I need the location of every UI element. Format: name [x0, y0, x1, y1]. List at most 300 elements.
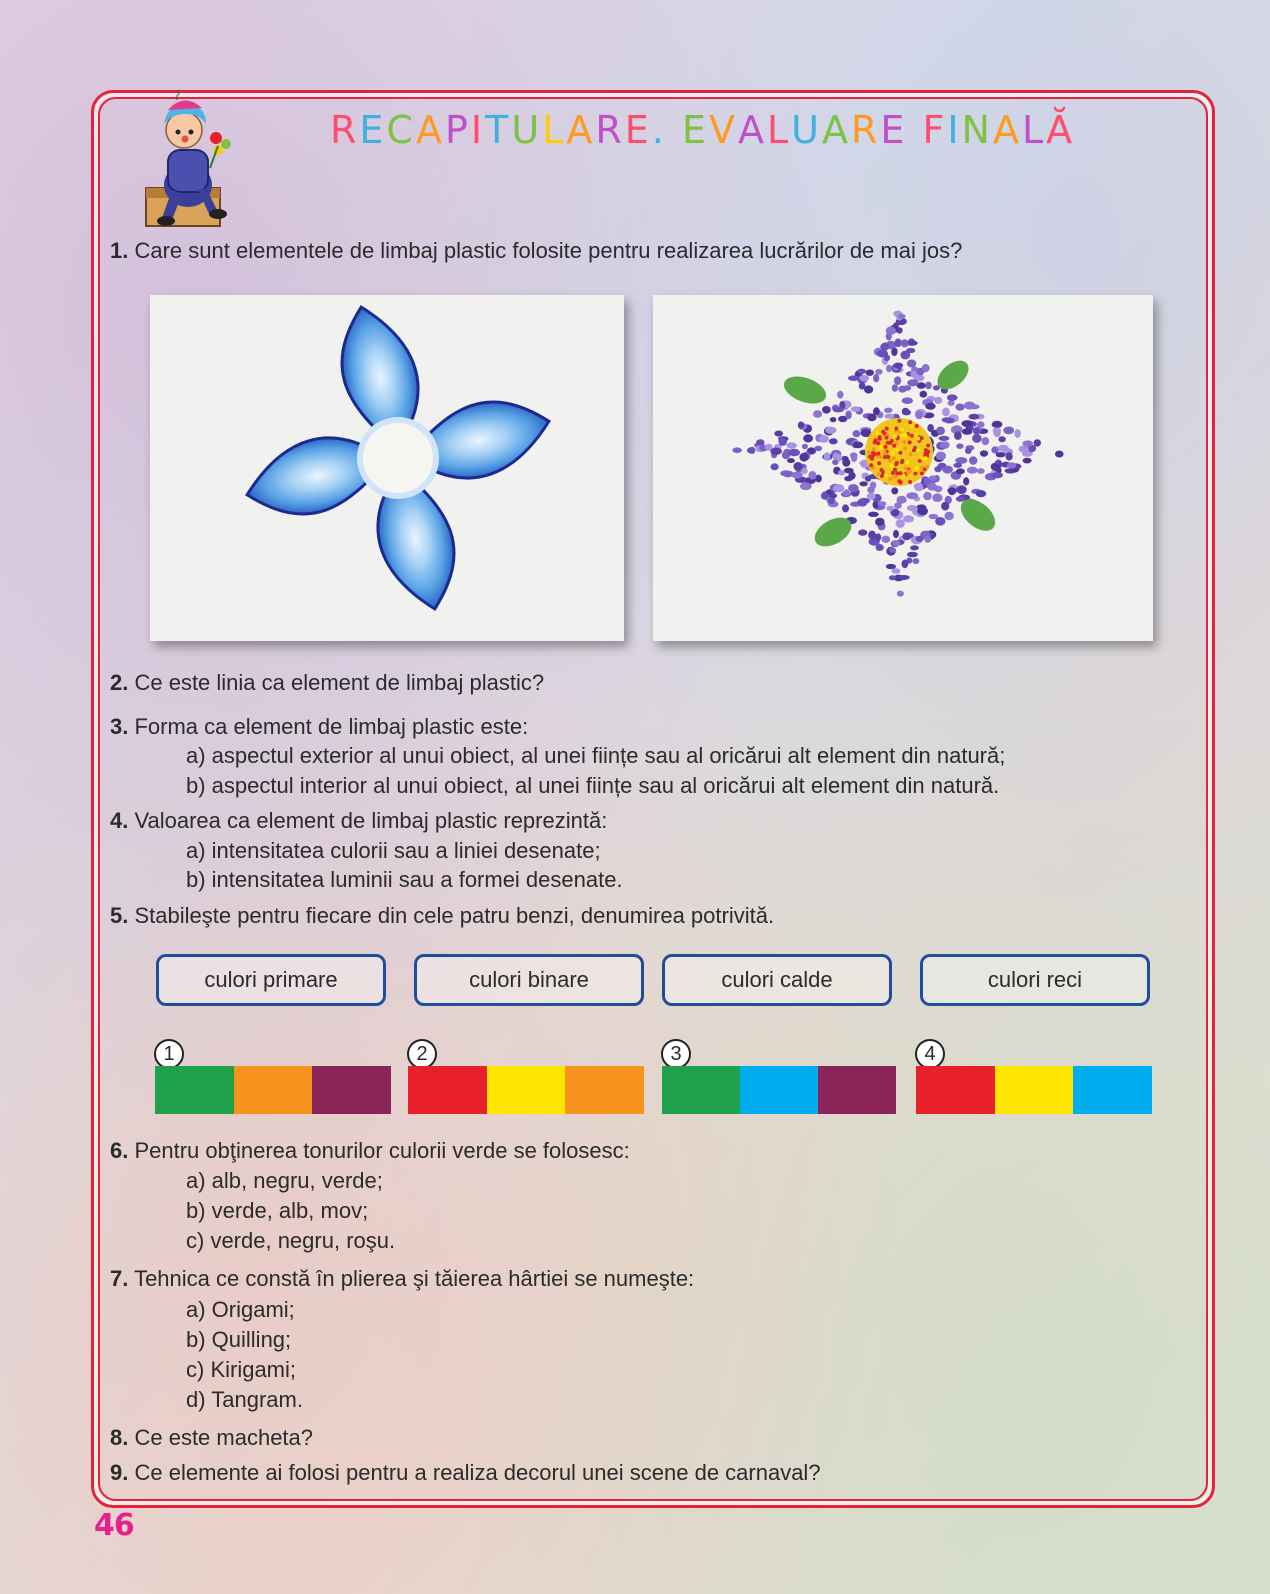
- paint-dot: [838, 470, 845, 476]
- center-dot: [876, 452, 880, 456]
- center-dot: [888, 477, 892, 481]
- center-dot: [890, 464, 894, 468]
- center-dot: [923, 452, 927, 456]
- center-dot: [873, 440, 877, 444]
- paint-dot: [996, 452, 1006, 457]
- center-dot: [886, 441, 890, 445]
- paint-dot: [1007, 462, 1016, 468]
- center-dot: [884, 445, 888, 449]
- center-dot: [908, 420, 912, 424]
- paint-dot: [993, 429, 1000, 438]
- paint-dot: [927, 424, 934, 432]
- label-culori-primare: culori primare: [156, 954, 386, 1006]
- paint-dot: [982, 437, 990, 445]
- title-letter: E: [624, 108, 652, 152]
- paint-dot: [955, 404, 964, 411]
- title-letter: A: [566, 108, 596, 152]
- svg-text:?: ?: [174, 90, 181, 103]
- paint-dot: [1003, 427, 1014, 435]
- paint-dot: [944, 512, 953, 520]
- paint-dot: [992, 472, 1003, 478]
- title-letter: A: [737, 108, 767, 152]
- paint-dot: [876, 544, 884, 551]
- paint-dot: [902, 385, 911, 391]
- title-letter: F: [922, 108, 948, 152]
- center-dot: [895, 471, 899, 475]
- center-dot: [905, 461, 909, 465]
- paint-dot: [935, 517, 945, 526]
- paint-dot: [972, 434, 982, 443]
- paint-dot: [907, 505, 918, 511]
- center-dot: [915, 424, 919, 428]
- center-dot: [920, 436, 924, 440]
- paint-dot: [941, 502, 949, 511]
- blue-flower-painting: [150, 295, 624, 641]
- paint-dot: [936, 452, 946, 461]
- center-dot: [900, 427, 904, 431]
- paint-dot: [842, 504, 849, 512]
- center-dot: [894, 427, 898, 431]
- paint-dot: [991, 463, 1001, 471]
- paint-dot: [747, 447, 755, 453]
- title-letter: E: [359, 108, 387, 152]
- title-letter: C: [386, 108, 416, 152]
- paint-dot: [934, 466, 941, 472]
- paint-dot: [938, 428, 944, 434]
- band-swatch: [662, 1066, 740, 1114]
- paint-dot: [851, 406, 860, 412]
- title-letter: R: [330, 108, 360, 152]
- paint-dot: [927, 483, 937, 491]
- center-dot: [904, 466, 908, 470]
- band-swatch: [565, 1066, 644, 1114]
- title-letter: Ă: [1046, 108, 1076, 152]
- center-dot: [908, 440, 912, 444]
- paint-dot: [853, 430, 861, 437]
- paint-dot: [867, 493, 876, 500]
- question-4: 4. Valoarea ca element de limbaj plastic reprezintă:: [110, 808, 608, 833]
- page-number: 46: [94, 1508, 134, 1543]
- paint-dot: [916, 368, 924, 375]
- label-culori-binare: culori binare: [414, 954, 644, 1006]
- question-9: 9. Ce elemente ai folosi pentru a realiza decorul unei scene de carnaval?: [110, 1460, 821, 1485]
- paint-dot: [878, 501, 887, 506]
- paint-dot: [859, 481, 867, 486]
- title-letter: R: [595, 108, 625, 152]
- paint-dot: [942, 408, 950, 417]
- paint-dot: [896, 519, 905, 528]
- paint-dot: [864, 385, 873, 393]
- center-dot: [900, 459, 904, 463]
- center-dot: [884, 473, 888, 477]
- title-letter: [907, 108, 922, 152]
- paint-dot: [902, 397, 913, 404]
- paint-dot: [803, 434, 813, 442]
- center-dot: [880, 468, 884, 472]
- question-6: 6. Pentru obţinerea tonurilor culorii verde se folosesc:: [110, 1138, 630, 1163]
- band-swatch: [155, 1066, 234, 1114]
- paint-dot: [894, 376, 901, 385]
- center-dot: [877, 472, 881, 476]
- paint-dot: [857, 499, 867, 507]
- paint-dot: [977, 468, 985, 474]
- paint-dot: [771, 463, 779, 470]
- paint-dot: [920, 391, 928, 398]
- center-dot: [886, 455, 890, 459]
- paint-dot: [998, 436, 1005, 442]
- paint-dot: [902, 532, 911, 540]
- center-dot: [872, 447, 876, 451]
- paint-dot: [902, 560, 909, 569]
- question-5: 5. Stabileşte pentru fiecare din cele patru benzi, denumirea potrivită.: [110, 903, 775, 928]
- paint-dot: [868, 512, 879, 517]
- paint-dot: [913, 558, 920, 564]
- paint-dot: [891, 487, 898, 494]
- title-letter: N: [961, 108, 993, 152]
- paint-dot: [901, 339, 909, 347]
- paint-dot: [939, 436, 950, 441]
- question-1: 1. Care sunt elementele de limbaj plastic folosite pentru realizarea lucrărilor de mai jos?: [110, 238, 963, 263]
- paint-dot: [889, 548, 896, 553]
- paint-dot: [793, 462, 802, 471]
- band-swatch: [234, 1066, 313, 1114]
- title-letter: A: [415, 108, 445, 152]
- band-swatch: [408, 1066, 487, 1114]
- paint-dot: [774, 431, 783, 437]
- paint-dot: [732, 447, 741, 453]
- paint-dot: [897, 591, 904, 597]
- paint-dot: [947, 394, 958, 401]
- paint-dot: [875, 533, 881, 541]
- paint-dot: [925, 382, 932, 390]
- paint-dot: [868, 531, 876, 540]
- purple-pointillist-flower-painting: [653, 295, 1153, 641]
- paint-dot: [873, 374, 879, 382]
- center-dot: [875, 431, 879, 435]
- paint-dot: [829, 493, 837, 498]
- center-dot: [925, 465, 929, 469]
- paint-dot: [956, 496, 965, 502]
- paint-dot: [942, 466, 953, 474]
- paint-dot: [837, 391, 843, 399]
- paint-dot: [973, 427, 981, 435]
- paint-dot: [976, 490, 986, 497]
- title-letter: R: [850, 108, 881, 152]
- question-6-option-a: a) alb, negru, verde;: [186, 1168, 383, 1193]
- paint-dot: [948, 487, 956, 495]
- band-swatch: [487, 1066, 566, 1114]
- paint-dot: [956, 468, 965, 474]
- paint-dot: [788, 449, 800, 457]
- title-letter: L: [766, 108, 792, 152]
- title-letter: [667, 108, 682, 152]
- band-swatch: [818, 1066, 896, 1114]
- paint-dot: [886, 506, 894, 511]
- center-dot: [920, 456, 924, 460]
- center-dot: [893, 468, 897, 472]
- paint-dot: [967, 467, 978, 474]
- question-3-option-a: a) aspectul exterior al unui obiect, al unei ființe sau al oricărui alt element din natură;: [186, 743, 1006, 768]
- center-dot: [908, 480, 912, 484]
- paint-dot: [969, 414, 980, 420]
- paint-dot: [916, 536, 924, 542]
- paint-dot: [851, 453, 857, 462]
- paint-dot: [953, 463, 962, 468]
- title-letter: P: [444, 108, 471, 152]
- paint-dot: [940, 441, 950, 449]
- paint-dot: [1023, 458, 1032, 464]
- center-dot: [906, 471, 910, 475]
- center-dot: [890, 439, 894, 443]
- question-8: 8. Ce este macheta?: [110, 1425, 314, 1450]
- paint-dot: [882, 536, 891, 543]
- paint-dot: [828, 498, 835, 504]
- paint-dot: [778, 437, 787, 446]
- paint-dot: [917, 507, 928, 515]
- paint-dot: [910, 545, 919, 550]
- paint-dot: [893, 363, 903, 369]
- title-letter: A: [821, 108, 851, 152]
- center-dot: [892, 444, 896, 448]
- paint-dot: [802, 444, 808, 450]
- center-dot: [873, 452, 877, 456]
- paint-dot: [969, 456, 977, 465]
- paint-dot: [925, 403, 935, 410]
- center-dot: [876, 441, 880, 445]
- title-letter: E: [681, 108, 709, 152]
- question-6-option-c: c) verde, negru, roşu.: [186, 1228, 396, 1253]
- paint-dot: [848, 484, 859, 492]
- paint-dot: [969, 404, 980, 409]
- title-letter: A: [992, 108, 1022, 152]
- paint-dot: [892, 540, 901, 546]
- paint-dot: [824, 452, 831, 461]
- title-letter: L: [1021, 108, 1047, 152]
- title-letter: I: [470, 108, 486, 152]
- question-7-option-a: a) Origami;: [186, 1297, 295, 1322]
- paint-dot: [1006, 452, 1013, 460]
- center-dot: [867, 450, 871, 454]
- paint-dot: [808, 471, 816, 480]
- paint-dot: [907, 360, 916, 368]
- title-letter: U: [791, 108, 822, 152]
- center-dot: [904, 433, 908, 437]
- center-dot: [891, 471, 895, 475]
- paint-dot: [859, 375, 869, 381]
- paint-dot: [962, 420, 974, 427]
- paint-dot: [962, 428, 973, 435]
- paint-dot: [873, 407, 880, 415]
- paint-dot: [1034, 439, 1041, 446]
- paint-dot: [845, 411, 851, 420]
- question-2: 2. Ce este linia ca element de limbaj plastic?: [110, 670, 545, 695]
- center-dot: [891, 450, 895, 454]
- center-dot: [920, 471, 924, 475]
- paint-dot: [886, 564, 896, 569]
- question-6-option-b: b) verde, alb, mov;: [186, 1198, 369, 1223]
- center-dot: [912, 448, 916, 452]
- paint-dot: [819, 435, 829, 443]
- paint-dot: [832, 460, 838, 466]
- center-dot: [877, 461, 881, 465]
- question-7-option-d: d) Tangram.: [186, 1387, 303, 1412]
- color-band-4: [916, 1066, 1152, 1114]
- color-band-2: [408, 1066, 644, 1114]
- center-dot: [885, 436, 889, 440]
- title-letter: U: [511, 108, 543, 152]
- center-dot: [878, 435, 882, 439]
- center-dot: [879, 446, 883, 450]
- band-number-1: 1: [154, 1039, 184, 1069]
- mascot-illustration: [138, 90, 248, 230]
- center-dot: [902, 440, 906, 444]
- paint-dot: [770, 448, 782, 455]
- question-3-option-b: b) aspectul interior al unui obiect, al unei ființe sau al oricărui alt element din natură.: [186, 773, 1000, 798]
- band-swatch: [312, 1066, 391, 1114]
- paint-dot: [991, 446, 998, 453]
- center-dot: [898, 451, 902, 455]
- paint-dot: [800, 482, 812, 490]
- center-dot: [926, 444, 930, 448]
- paint-dot: [886, 327, 896, 335]
- paint-dot: [892, 568, 901, 574]
- label-culori-calde: culori calde: [662, 954, 892, 1006]
- paint-dot: [923, 492, 932, 501]
- paint-dot: [866, 370, 874, 376]
- center-dot: [900, 434, 904, 438]
- paint-dot: [858, 529, 867, 535]
- paint-dot: [786, 442, 797, 448]
- question-4-option-b: b) intensitatea luminii sau a formei desenate.: [186, 867, 623, 892]
- paint-dot: [903, 515, 914, 522]
- paint-dot: [756, 439, 765, 446]
- paint-dot: [963, 477, 969, 485]
- title-letter: L: [542, 108, 567, 152]
- paint-dot: [884, 408, 893, 413]
- paint-dot: [842, 459, 850, 467]
- center-dot: [893, 434, 897, 438]
- paint-dot: [915, 411, 923, 419]
- paint-dot: [907, 379, 918, 386]
- center-dot: [910, 434, 914, 438]
- band-swatch: [740, 1066, 818, 1114]
- center-dot: [903, 447, 907, 451]
- title-letter: E: [880, 108, 908, 152]
- band-swatch: [1073, 1066, 1152, 1114]
- paint-dot: [825, 427, 836, 434]
- center-dot: [915, 466, 919, 470]
- center-dot: [895, 461, 899, 465]
- paint-dot: [884, 355, 890, 361]
- center-dot: [914, 472, 918, 476]
- band-number-2: 2: [407, 1039, 437, 1069]
- paint-dot: [956, 443, 963, 449]
- center-dot: [914, 433, 918, 437]
- color-band-3: [662, 1066, 896, 1114]
- paint-dot: [857, 369, 866, 374]
- paint-dot: [944, 418, 955, 424]
- paint-dot: [954, 431, 962, 440]
- paint-dot: [880, 343, 889, 350]
- color-band-1: [155, 1066, 391, 1114]
- paint-dot: [799, 453, 808, 462]
- paint-dot: [792, 472, 803, 479]
- title-letter: .: [651, 108, 667, 152]
- paint-dot: [884, 414, 895, 419]
- title-letter: T: [485, 108, 512, 152]
- band-swatch: [995, 1066, 1074, 1114]
- paint-dot: [886, 365, 892, 373]
- center-dot: [902, 474, 906, 478]
- band-number-4: 4: [915, 1039, 945, 1069]
- paint-dot: [822, 406, 831, 414]
- paint-dot: [906, 348, 915, 353]
- paint-dot: [870, 482, 876, 489]
- center-dot: [920, 466, 924, 470]
- paint-dot: [853, 442, 864, 449]
- paint-dot: [875, 369, 882, 375]
- question-7-option-c: c) Kirigami;: [186, 1357, 297, 1382]
- paint-dot: [875, 518, 885, 526]
- paint-dot: [1022, 440, 1033, 446]
- paint-dot: [893, 530, 899, 538]
- band-number-3: 3: [661, 1039, 691, 1069]
- center-dot: [892, 456, 896, 460]
- title-letter: V: [708, 108, 738, 152]
- paint-dot: [813, 410, 822, 417]
- paint-dot: [896, 327, 902, 333]
- center-dot: [909, 452, 913, 456]
- paint-dot: [895, 339, 902, 348]
- paint-dot: [1014, 429, 1020, 438]
- paint-dot: [814, 446, 822, 451]
- paint-dot: [914, 483, 923, 492]
- paint-dot: [829, 438, 838, 444]
- paint-dot: [929, 475, 937, 480]
- paint-dot: [924, 536, 931, 543]
- center-dot: [897, 479, 901, 483]
- paint-dot: [844, 468, 854, 474]
- paint-dot: [980, 450, 988, 456]
- center-dot: [881, 430, 885, 434]
- title-letter: I: [947, 108, 962, 152]
- center-dot: [895, 448, 899, 452]
- paint-dot: [992, 421, 1003, 428]
- paint-dot: [897, 314, 905, 319]
- paint-dot: [898, 575, 910, 580]
- paint-dot: [780, 470, 791, 476]
- question-7: 7. Tehnica ce constă în plierea şi tăierea hârtiei se numeşte:: [110, 1266, 695, 1291]
- paint-dot: [833, 407, 844, 412]
- center-dot: [885, 427, 889, 431]
- paint-dot: [892, 384, 898, 392]
- label-culori-reci: culori reci: [920, 954, 1150, 1006]
- center-dot: [897, 419, 901, 423]
- center-dot: [870, 457, 874, 461]
- paint-dot: [859, 382, 866, 389]
- question-7-option-b: b) Quilling;: [186, 1327, 292, 1352]
- paint-dot: [843, 489, 850, 496]
- paint-dot: [889, 575, 896, 580]
- center-dot: [924, 456, 928, 460]
- paint-dot: [906, 492, 918, 499]
- paint-dot: [787, 458, 795, 463]
- paint-dot: [957, 485, 967, 494]
- paint-dot: [907, 552, 918, 558]
- paint-dot: [833, 484, 844, 492]
- paint-dot: [932, 493, 942, 502]
- question-4-option-a: a) intensitatea culorii sau a liniei desenate;: [186, 838, 601, 863]
